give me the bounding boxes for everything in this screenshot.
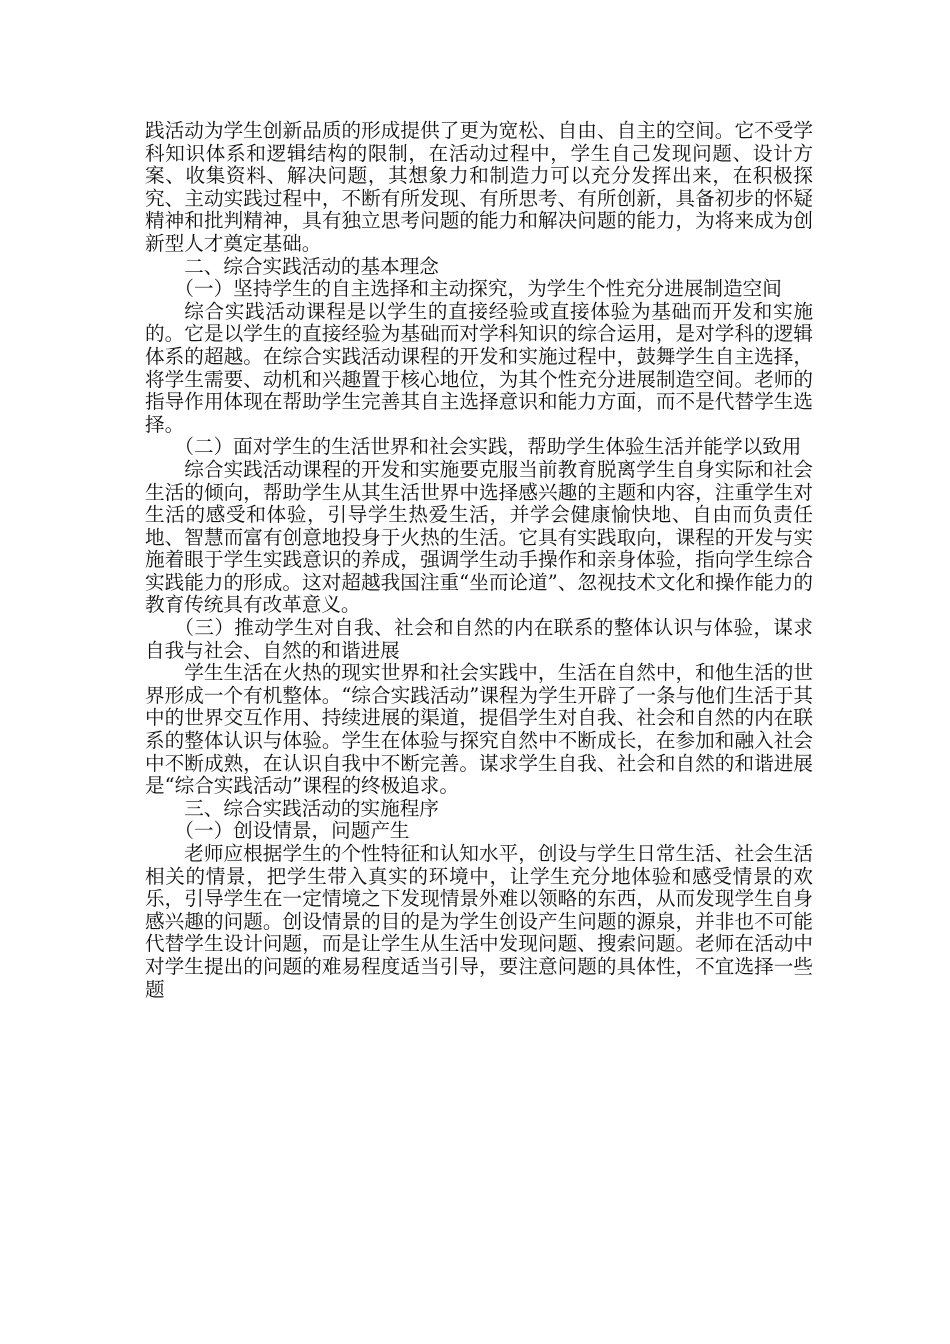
section-heading: 三、综合实践活动的实施程序 <box>184 796 439 820</box>
subsection-heading: （一）坚持学生的自主选择和主动探究，为学生个性充分进展制造空间 <box>174 277 782 301</box>
body-paragraph: 学生生活在火热的现实世界和社会实践中，生活在自然中，和他生活的世界形成一个有机整体。“综合实践活动”课程为学生开辟了一条与他们生活于其中的世界交互作用、持续进展的渠道，提倡学生对自我、社会和自然的内在联系的整体认识与体验。学生在体验与探究自然中不断成长，在参加和融入社会中不断成熟，在认识自我中不断完善。谋求学生自我、社会和自然的和谐进展是“综合实践活动”课程的终极追求。 <box>145 661 813 798</box>
body-paragraph: 践活动为学生创新品质的形成提供了更为宽松、自由、自主的空间。它不受学科知识体系和逻辑结构的限制，在活动过程中，学生自己发现问题、设计方案、收集资料、解决问题，其想象力和制造力可以充分发挥出来，在积极探究、主动实践过程中，不断有所发现、有所思考、有所创新，具备初步的怀疑精神和批判精神，具有独立思考问题的能力和解决问题的能力，为将来成为创新型人才奠定基础。 <box>145 119 813 255</box>
subsection-heading: （一）创设情景，问题产生 <box>174 819 410 843</box>
document-body <box>145 120 813 1001</box>
body-paragraph: 综合实践活动课程是以学生的直接经验或直接体验为基础而开发和实施的。它是以学生的直接经验为基础而对学科知识的综合运用，是对学科的逻辑体系的超越。在综合实践活动课程的开发和实施过程中，鼓舞学生自主选择，将学生需要、动机和兴趣置于核心地位，为其个性充分进展制造空间。老师的指导作用体现在帮助学生完善其自主选择意识和能力方面，而不是代替学生选择。 <box>145 299 813 436</box>
subsection-heading: （二）面对学生的生活世界和社会实践，帮助学生体验生活并能学以致用 <box>174 435 802 459</box>
body-paragraph: 老师应根据学生的个性特征和认知水平，创设与学生日常生活、社会生活相关的情景，把学生带入真实的环境中，让学生充分地体验和感受情景的欢乐，引导学生在一定情境之下发现情景外难以领略的东西，从而发现学生自身感兴趣的问题。创设情景的目的是为学生创设产生问题的源泉，并非也不可能代替学生设计问题，而是让学生从生活中发现问题、搜索问题。老师在活动中对学生提出的问题的难易程度适当引导，要注意问题的具体性，不宜选择一些题 <box>145 842 813 1001</box>
subsection-heading: （三）推动学生对自我、社会和自然的内在联系的整体认识与体验，谋求自我与社会、自然的和谐进展 <box>145 616 813 662</box>
section-heading: 二、综合实践活动的基本理念 <box>184 254 439 278</box>
body-paragraph: 综合实践活动课程的开发和实施要克服当前教育脱离学生自身实际和社会生活的倾向，帮助学生从其生活世界中选择感兴趣的主题和内容，注重学生对生活的感受和体验，引导学生热爱生活，并学会健康愉快地、自由而负责任地、智慧而富有创意地投身于火热的生活。它具有实践取向，课程的开发与实施着眼于学生实践意识的养成，强调学生动手操作和亲身体验，指向学生综合实践能力的形成。这对超越我国注重“坐而论道”、忽视技术文化和操作能力的教育传统具有改革意义。 <box>145 457 813 617</box>
